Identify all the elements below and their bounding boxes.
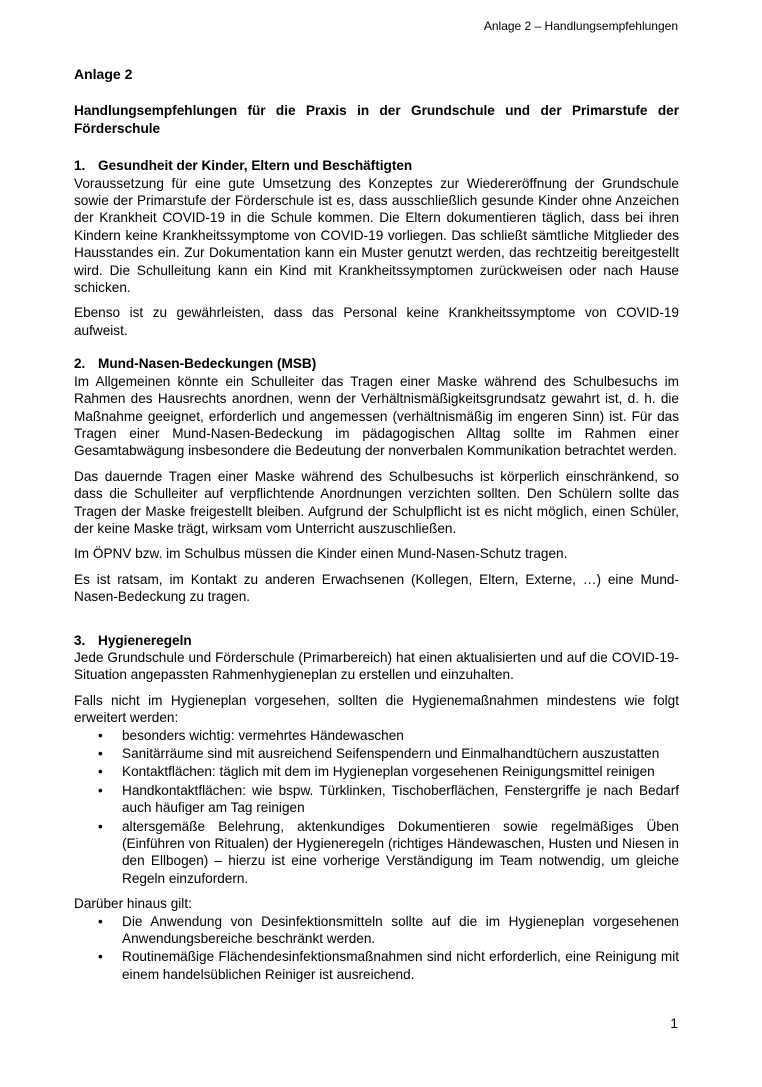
section-number: 1. (74, 158, 86, 174)
section-heading (74, 157, 679, 174)
paragraph: Voraussetzung für eine gute Umsetzung des Konzeptes zur Wiedereröffnung der Grundschule sowie der Primarstufe der Förderschule ist es, dass ausschließlich gesunde Kinder ohne Anzeichen der Krankheit COVID-19 in die Schule kommen. Die Eltern dokumentieren täglich, dass bei ihren Kindern keine Krankheitssymptome von COVID-19 vorliegen. Das schließt sämtliche Mitglieder des Hausstandes ein. Zur Dokumentation kann ein Muster genutzt werden, das rechtzeitig bereitgestellt wird. Die Schulleitung kann ein Kind mit Krankheitssymptomen zurückweisen oder nach Hause schicken. (74, 175, 679, 296)
section-title: Hygieneregeln (98, 632, 192, 648)
list-item: • Handkontaktflächen: wie bspw. Türklinken, Tischoberflächen, Fenstergriffe je nach Bedarf auch häufiger am Tag reinigen (74, 782, 679, 817)
list-item: • besonders wichtig: vermehrtes Händewaschen (74, 727, 679, 744)
annex-label: Anlage 2 (74, 66, 133, 82)
paragraph: Falls nicht im Hygieneplan vorgesehen, sollten die Hygienemaßnahmen mindestens wie folgt erweitert werden: (74, 692, 679, 726)
section-heading (74, 632, 679, 649)
paragraph: Im Allgemeinen könnte ein Schulleiter das Tragen einer Maske während des Schulbesuchs im Rahmen des Hausrechts anordnen, wenn der Verhältnismäßigkeitsgrundsatz gewahrt ist, d. h. die Maßnahme geeignet, erforderlich und angemessen (verhältnismäßig im engeren Sinn) ist. Für das Tragen einer Mund-Nasen-Bedeckung im pädagogischen Alltag sollte im Rahmen einer Gesamtabwägung insbesondere die Bedeutung der nonverbalen Kommunikation betrachtet werden. (74, 373, 679, 459)
list-item: • altersgemäße Belehrung, aktenkundiges Dokumentieren sowie regelmäßiges Üben (Einführen von Ritualen) der Hygieneregeln (richtiges Händewaschen, Husten und Niesen in den Ellbogen) – hierzu ist eine vorherige Verständigung im Team notwendig, um gleiche Regeln einzufordern. (74, 818, 679, 888)
bullet-list (74, 913, 679, 984)
section-title: Mund-Nasen-Bedeckungen (MSB) (98, 356, 317, 372)
paragraph: Das dauernde Tragen einer Maske während des Schulbesuchs ist körperlich einschränkend, so dass die Schulleiter auf verpflichtende Anordnungen verzichten sollten. Den Schülern sollte das Tragen der Maske freigestellt bleiben. Aufgrund der Schulpflicht ist es nicht möglich, einen Schüler, der keine Maske trägt, wirksam vom Unterricht auszuschließen. (74, 468, 679, 536)
list-item: • Routinemäßige Flächendesinfektionsmaßnahmen sind nicht erforderlich, eine Reinigung mit einem handelsüblichen Reiniger ist ausreichend. (74, 948, 679, 983)
running-header: Anlage 2 – Handlungsempfehlungen (483, 19, 678, 33)
section-number: 3. (74, 632, 86, 648)
bullet-list (74, 727, 679, 888)
list-item: • Die Anwendung von Desinfektionsmitteln sollte auf die im Hygieneplan vorgesehenen Anwendungsbereiche beschränkt werden. (74, 913, 679, 948)
paragraph: Jede Grundschule und Förderschule (Primarbereich) hat einen aktualisierten und auf die COVID-19-Situation angepassten Rahmenhygieneplan zu erstellen und einzuhalten. (74, 649, 679, 683)
paragraph: Ebenso ist zu gewährleisten, dass das Personal keine Krankheitssymptome von COVID-19 aufweist. (74, 305, 679, 338)
section-title: Gesundheit der Kinder, Eltern und Beschäftigten (98, 158, 413, 174)
section-health (74, 157, 679, 339)
section-heading (74, 355, 679, 372)
page-number: 1 (670, 1015, 678, 1031)
document-title: Handlungsempfehlungen für die Praxis in der Grundschule und der Primarstufe der Förderschule (74, 103, 679, 136)
paragraph: Im ÖPNV bzw. im Schulbus müssen die Kinder einen Mund-Nasen-Schutz tragen. (74, 546, 568, 562)
list-item: • Sanitärräume sind mit ausreichend Seifenspendern und Einmalhandtüchern auszustatten (74, 745, 679, 762)
document-body (74, 66, 679, 991)
paragraph: Darüber hinaus gilt: (74, 896, 192, 912)
paragraph: Es ist ratsam, im Kontakt zu anderen Erwachsenen (Kollegen, Eltern, Externe, …) eine Mund-Nasen-Bedeckung zu tragen. (74, 571, 679, 605)
section-hygiene (74, 632, 679, 984)
section-number: 2. (74, 356, 86, 372)
list-item: • Kontaktflächen: täglich mit dem im Hygieneplan vorgesehenen Reinigungsmittel reinigen (74, 763, 679, 780)
section-masks (74, 355, 679, 605)
